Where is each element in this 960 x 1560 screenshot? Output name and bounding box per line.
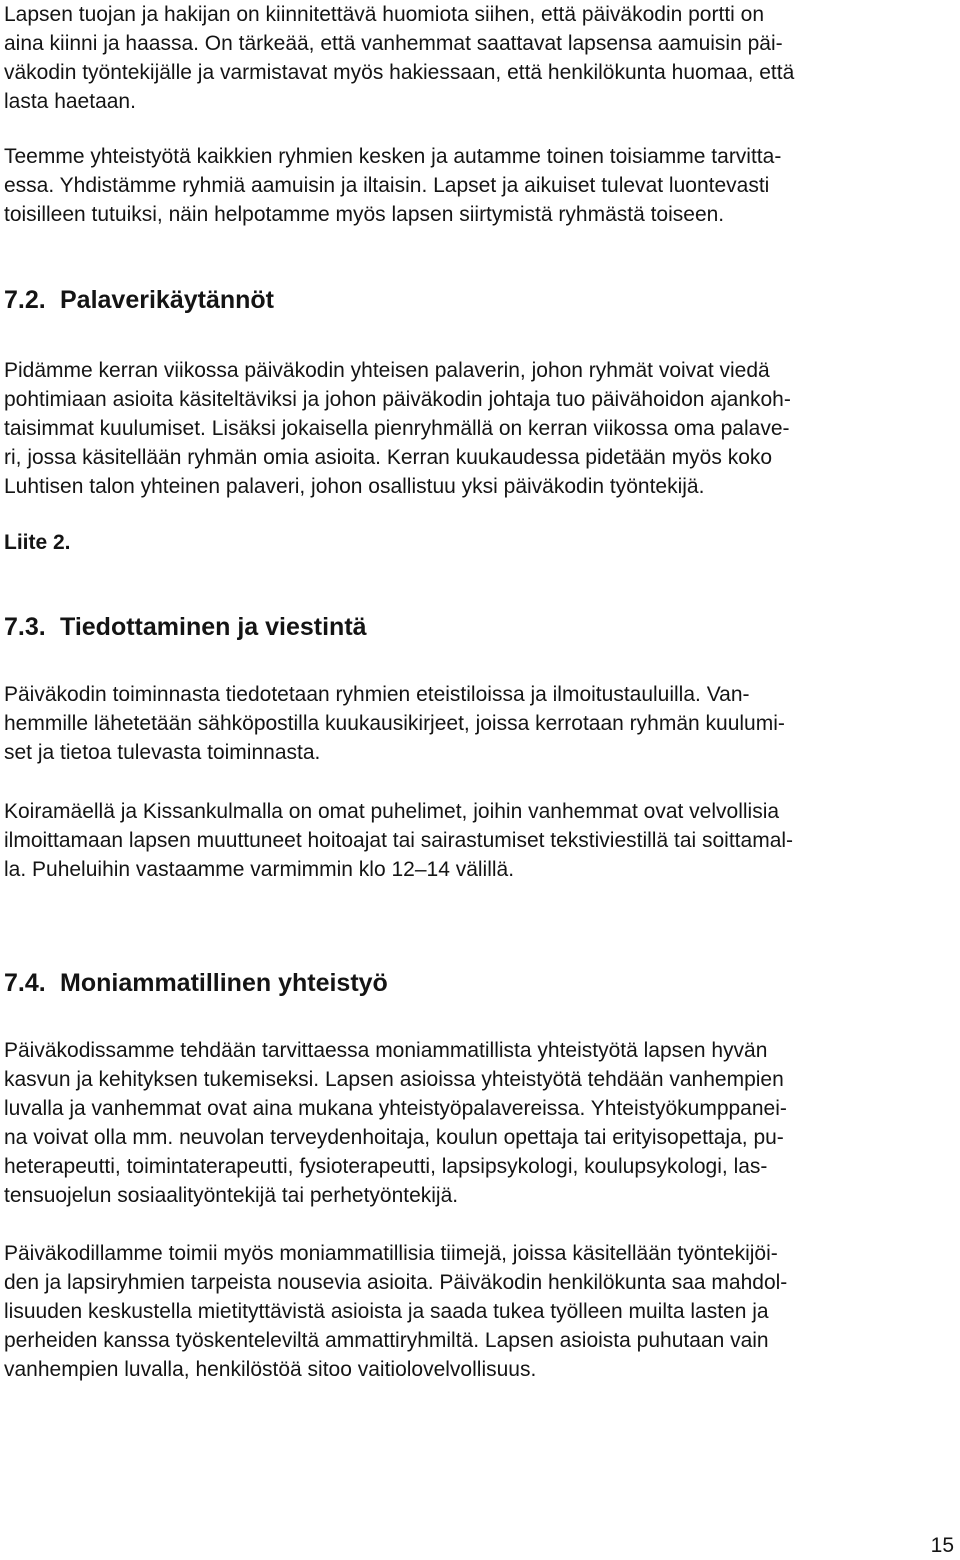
text-line: pohtimiaan asioita käsiteltäviksi ja johon päiväkodin johtaja tuo päivähoidon ajankoh- bbox=[4, 388, 791, 411]
page-number: 15 bbox=[930, 1534, 954, 1557]
paragraph-communication bbox=[4, 680, 954, 767]
text-line: tensuojelun sosiaalityöntekijä tai perhetyöntekijä. bbox=[4, 1184, 459, 1207]
text-line: luvalla ja vanhemmat ovat aina mukana yhteistyöpalavereissa. Yhteistyökumppanei- bbox=[4, 1097, 787, 1120]
text-line: lisuuden keskustella mietityttävistä asioista ja saada tukea työlleen muilta lasten ja bbox=[4, 1300, 769, 1323]
text-line: Päiväkodin toiminnasta tiedotetaan ryhmien eteistiloissa ja ilmoitustauluilla. Van- bbox=[4, 683, 750, 706]
section-heading-7-2 bbox=[4, 285, 274, 315]
paragraph-group-cooperation bbox=[4, 142, 954, 229]
text-line: Päiväkodillamme toimii myös moniammatillisia tiimejä, joissa käsitellään työntekijöi- bbox=[4, 1242, 778, 1265]
text-line: Pidämme kerran viikossa päiväkodin yhteisen palaverin, johon ryhmät voivat viedä bbox=[4, 359, 770, 382]
section-number: 7.3. bbox=[4, 613, 46, 641]
text-line: ilmoittamaan lapsen muuttuneet hoitoajat tai sairastumiset tekstiviestillä tai soittamal- bbox=[4, 829, 794, 852]
text-line: set ja tietoa tulevasta toiminnasta. bbox=[4, 741, 321, 764]
text-line: na voivat olla mm. neuvolan terveydenhoitaja, koulun opettaja tai erityisopettaja, pu- bbox=[4, 1126, 784, 1149]
paragraph-pickup-safety bbox=[4, 0, 954, 116]
text-line: Lapsen tuojan ja hakijan on kiinnitettävä huomiota siihen, että päiväkodin portti on bbox=[4, 3, 765, 26]
text-line: lasta haetaan. bbox=[4, 90, 136, 113]
text-line: vanhempien luvalla, henkilöstöä sitoo vaitiolovelvollisuus. bbox=[4, 1358, 537, 1381]
paragraph-teams bbox=[4, 1239, 954, 1384]
text-line: kasvun ja kehityksen tukemiseksi. Lapsen asioissa yhteistyötä tehdään vanhempien bbox=[4, 1068, 784, 1091]
section-number: 7.2. bbox=[4, 286, 46, 314]
text-line: Luhtisen talon yhteinen palaveri, johon osallistuu yksi päiväkodin työntekijä. bbox=[4, 475, 705, 498]
text-line: väkodin työntekijälle ja varmistavat myös hakiessaan, että henkilökunta huomaa, että bbox=[4, 61, 795, 84]
section-heading-7-3 bbox=[4, 612, 367, 642]
text-line: Teemme yhteistyötä kaikkien ryhmien kesken ja autamme toinen toisiamme tarvitta- bbox=[4, 145, 782, 168]
text-line: hemmille lähetetään sähköpostilla kuukausikirjeet, joissa kerrotaan ryhmän kuulumi- bbox=[4, 712, 785, 735]
section-heading-7-4 bbox=[4, 968, 388, 998]
section-title: Tiedottaminen ja viestintä bbox=[60, 613, 367, 641]
text-line: Päiväkodissamme tehdään tarvittaessa moniammatillista yhteistyötä lapsen hyvän bbox=[4, 1039, 768, 1062]
text-line: ri, jossa käsitellään ryhmän omia asioita. Kerran kuukaudessa pidetään myös koko bbox=[4, 446, 773, 469]
text-line: perheiden kanssa työskenteleviltä ammattiryhmiltä. Lapsen asioista puhutaan vain bbox=[4, 1329, 769, 1352]
paragraph-multiprofessional bbox=[4, 1036, 954, 1210]
text-line: aina kiinni ja haassa. On tärkeää, että vanhemmat saattavat lapsensa aamuisin päi- bbox=[4, 32, 783, 55]
appendix-reference: Liite 2. bbox=[4, 531, 71, 554]
text-line: essa. Yhdistämme ryhmiä aamuisin ja iltaisin. Lapset ja aikuiset tulevat luontevasti bbox=[4, 174, 770, 197]
text-line: heterapeutti, toimintaterapeutti, fysioterapeutti, lapsipsykologi, koulupsykologi, las- bbox=[4, 1155, 768, 1178]
section-title: Palaverikäytännöt bbox=[60, 286, 274, 314]
text-line: taisimmat kuulumiset. Lisäksi jokaisella pienryhmällä on kerran viikossa oma palave- bbox=[4, 417, 790, 440]
text-line: la. Puheluihin vastaamme varmimmin klo 12–14 välillä. bbox=[4, 858, 515, 881]
paragraph-phones bbox=[4, 797, 954, 884]
paragraph-meetings bbox=[4, 356, 954, 501]
text-line: den ja lapsiryhmien tarpeista nousevia asioita. Päiväkodin henkilökunta saa mahdol- bbox=[4, 1271, 788, 1294]
section-number: 7.4. bbox=[4, 969, 46, 997]
section-title: Moniammatillinen yhteistyö bbox=[60, 969, 388, 997]
text-line: Koiramäellä ja Kissankulmalla on omat puhelimet, joihin vanhemmat ovat velvollisia bbox=[4, 800, 780, 823]
text-line: toisilleen tutuiksi, näin helpotamme myös lapsen siirtymistä ryhmästä toiseen. bbox=[4, 203, 725, 226]
